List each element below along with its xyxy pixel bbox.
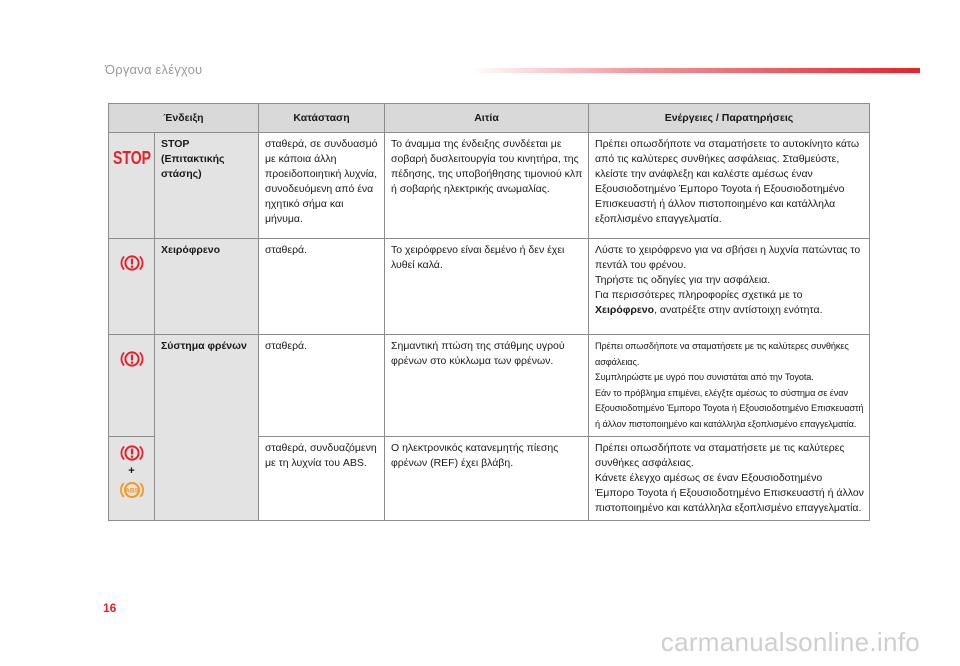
indicator-icon-cell [109,335,155,437]
stop-warning-icon [112,148,152,166]
cause-cell: Το άναμμα της ένδειξης συνδέεται με σοβαρή δυσλειτουργία του κινητήρα, της πέδησης, της υποβοήθησης τιμονιού κλπ ή σοβαρής ηλεκτρικής ανωμαλίας. [385,133,589,239]
watermark: carmanualsonline.info [660,627,920,657]
plus-sign: + [128,465,135,477]
page-number: 16 [103,601,117,615]
indicator-name-line: STOP [161,138,190,150]
col-header-cause: Αιτία [385,104,589,133]
action-cell: Πρέπει οπωσδήποτε να σταματήσετε το αυτοκίνητο κάτω από τις καλύτερες συνθήκες ασφάλειας. Σταθμεύστε, κλείστε την ανάφλεξη και καλέστε αμέσως έναν Εξουσιοδοτημένο Έμπορο Toyota ή Εξουσιοδοτημένο Επισκευαστή ή άλλον πιστοποιημένο και κατάλληλα εξοπλισμένο επαγγελματία. [589,133,870,239]
action-cell [589,335,870,437]
indicator-icon-cell [109,133,155,239]
state-cell: σταθερά. [259,335,385,437]
section-title: Όργανα ελέγχου [105,62,203,77]
abs-icon [119,479,145,501]
cause-cell: Σημαντική πτώση της στάθμης υγρού φρένων στο κύκλωμα των φρένων. [385,335,589,437]
action-text: , ανατρέξτε στην αντίστοιχη ενότητα. [654,304,823,316]
brake-system-icon [119,443,145,463]
action-line: Πρέπει οπωσδήποτε να σταματήσετε με τις καλύτερες συνθήκες ασφάλειας. [595,442,845,469]
state-cell: σταθερά. [259,239,385,335]
state-cell: σταθερά, συνδυαζόμενη με τη λυχνία του ABS. [259,437,385,521]
abs-icon-label: ABS [124,487,139,495]
indicator-icon-cell [109,239,155,335]
action-cell [589,239,870,335]
col-header-actions: Ενέργειες / Παρατηρήσεις [589,104,870,133]
indicator-name-subtitle: (Επιτακτικής στάσης) [161,153,225,180]
state-cell: σταθερά, σε συνδυασμό με κάποια άλλη προειδοποιητική λυχνία, συνοδευόμενη από ένα ηχητικό σήμα και μήνυμα. [259,133,385,239]
action-cell [589,437,870,521]
col-header-state: Κατάσταση [259,104,385,133]
action-line [595,288,864,318]
warning-lights-table [108,103,870,521]
table-header-row [109,104,870,133]
table-row [109,239,870,335]
cause-cell: Το χειρόφρενο είναι δεμένο ή δεν έχει λυθεί καλά. [385,239,589,335]
action-text: Για περισσότερες πληροφορίες σχετικά με το [595,289,803,301]
parking-brake-icon [119,253,145,273]
action-line: Πρέπει οπωσδήποτε να σταματήσετε με τις καλύτερες συνθήκες ασφάλειας. [595,341,849,367]
indicator-name: Χειρόφρενο [155,239,259,335]
action-line: Συμπληρώστε με υγρό που συνιστάται από την Toyota. [595,372,814,382]
action-line: Κάνετε έλεγχο αμέσως σε έναν Εξουσιοδοτημένο Έμπορο Toyota ή Εξουσιοδοτημένο Επισκευαστή ή άλλον πιστοποιημένο και κατάλληλα εξοπλισμένο επαγγελματία. [595,472,864,514]
header-accent-bar [470,68,920,73]
table-row [109,133,870,239]
action-bold-reference: Χειρόφρενο [595,304,655,316]
indicator-name: Σύστημα φρένων [155,335,259,521]
table-row [109,335,870,437]
brake-system-icon [119,349,145,369]
action-line: Εάν το πρόβλημα επιμένει, ελέγξτε αμέσως το σύστημα σε έναν Εξουσιοδοτημένο Έμπορο Toyota ή Εξουσιοδοτημένο Επισκευαστή ή άλλον πιστοποιημένο και κατάλληλα εξοπλισμένο επαγγελματία. [595,387,864,429]
action-line: Λύστε το χειρόφρενο για να σβήσει η λυχνία πατώντας το πεντάλ του φρένου. [595,244,861,271]
col-header-indicator: Ένδειξη [109,104,259,133]
stop-icon-label: STOP [112,148,151,168]
indicator-icon-cell [109,437,155,521]
indicator-name [155,133,259,239]
action-line: Τηρήστε τις οδηγίες για την ασφάλεια. [595,274,771,286]
cause-cell: Ο ηλεκτρονικός κατανεμητής πίεσης φρένων (REF) έχει βλάβη. [385,437,589,521]
